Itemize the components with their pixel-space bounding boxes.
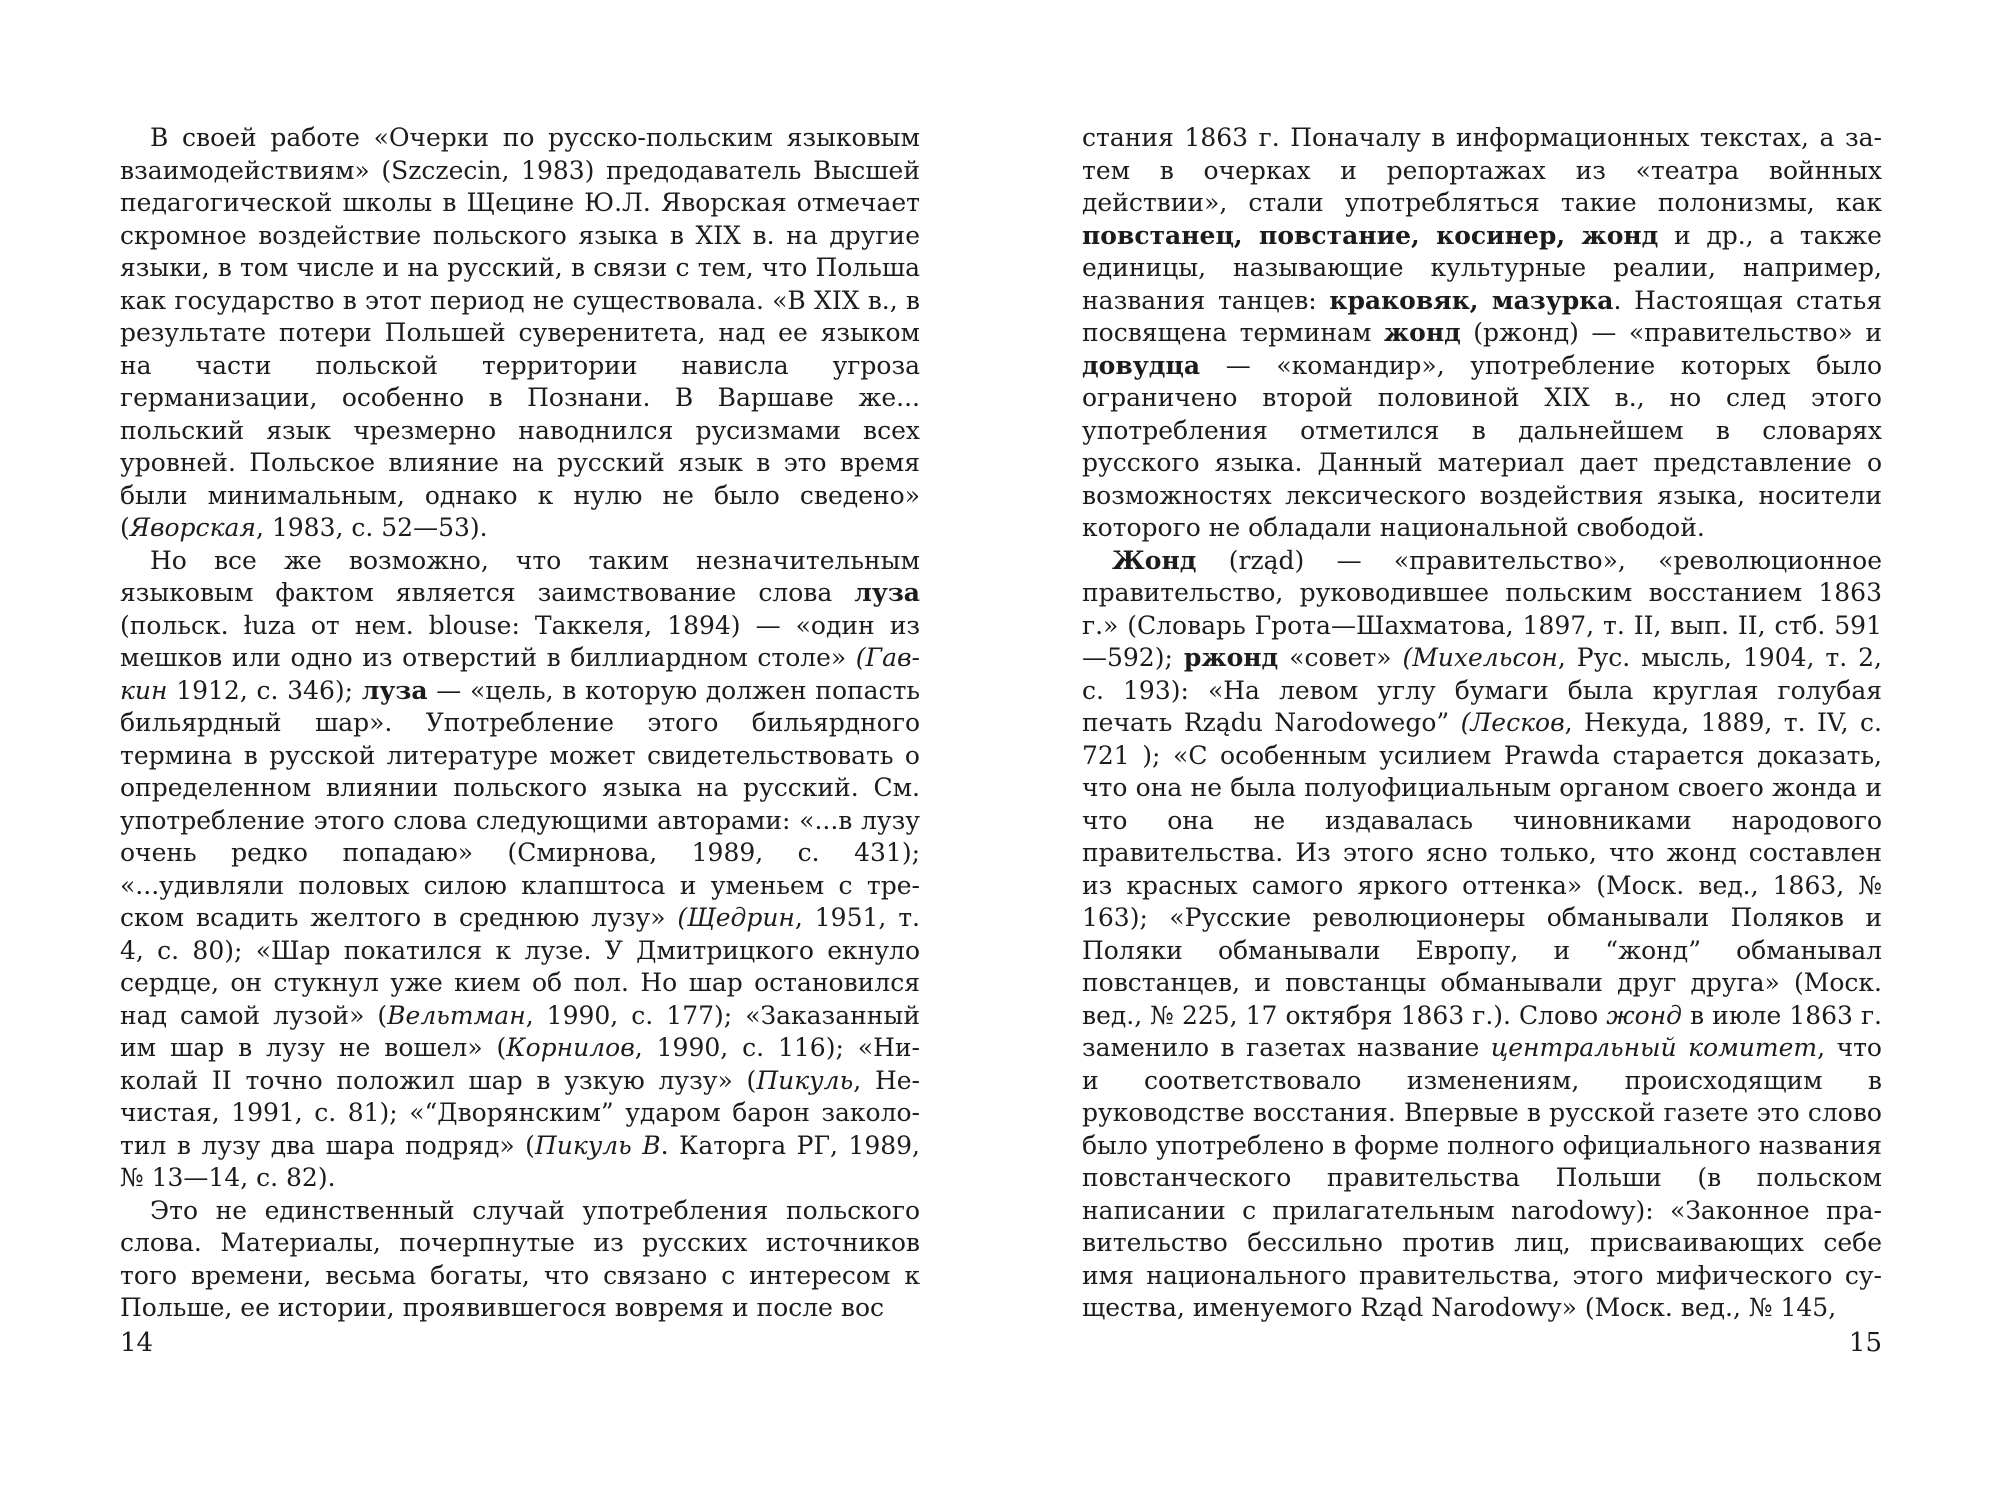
text-run: , Рус. мысль, 1904, т. 2, с. 193): «На левом углу бумаги была круглая голубая печать Rządu Narodowego” — [1082, 643, 1882, 737]
bold-term: луза — [361, 675, 428, 705]
paragraph — [1082, 545, 1882, 1325]
text-run: , Нечистая, 1991, с. 81); «“Дворянским” ударом барон заколотил в лузу два шара подряд» ( — [120, 1065, 920, 1160]
paragraph — [1082, 122, 1882, 545]
bold-term: довудца — [1082, 350, 1201, 380]
text-run: , 1983, с. 52—53). — [255, 513, 488, 542]
bold-term: повстанец, повстание, косинер, жонд — [1082, 220, 1659, 250]
italic-citation: (Михельсон — [1402, 643, 1558, 672]
text-run: , Некуда, 1889, т. IV, с. 721 ); «С особенным усилием Prawda старается доказать, что она не была полуофициальным органом своего жонда и что она не издавалась чиновниками народового правительства. Из этого ясно только, что жонд составлен из красных самого яркого оттенка» (Моск. вед., 1863, № 163); «Русские революционеры обманывали Поляков и Поляки обманывали Европу, и “жонд” обманывал повстанцев, и повстанцы обманывали друг друга» (Моск. вед., № 225, 17 октября 1863 г.). Слово — [1082, 708, 1882, 1030]
paragraph — [120, 122, 920, 545]
text-run: , 1951, т. 4, с. 80); «Шар покатился к лузе. У Дмитрицкого екнуло сердце, он стукнул уже кием об пол. Но шар остановился над самой лузой» ( — [120, 903, 920, 1030]
text-run: «совет» — [1278, 643, 1403, 672]
text-run: , 1990, с. 177); «Заказанный им шар в лузу не вошел» ( — [120, 1000, 920, 1062]
italic-citation: (Гавкин — [120, 643, 920, 705]
text-run: , что и соответствовало изменениям, происходящим в руководстве восстания. Впервые в русской газете это слово было употреблено в форме полного официального названия повстанческого правительства Польши (в польском написании с прилагательным narodowy): «Законное правительство бессильно против лиц, присваивающих себе имя национального правительства, этого мифического существа, именуемого Rząd Narodowy» (Моск. вед., № 145, — [1082, 1033, 1883, 1322]
text-run: Но все же возможно, что таким незначительным языковым фактом является заимствование слова — [120, 545, 920, 607]
italic-citation: Яворская — [129, 513, 256, 542]
bold-term: Жонд — [1112, 545, 1197, 575]
text-run: стания 1863 г. Поначалу в информационных текстах, а затем в очерках и репортажах из «театра войнных действии», стали употребляться такие полонизмы, как — [1082, 123, 1882, 217]
text-run: (польск. łuza от нем. blouse: Таккеля, 1894) — «один из мешков или одно из отверстий в биллиардном столе» — [120, 610, 920, 672]
text-run: (rząd) — «правительство», «революционное правительство, руководившее польским восстанием 1863 г.» (Словарь Грота—Шахматова, 1897, т. II, вып. II, стб. 591—592); — [1082, 545, 1882, 672]
italic-citation: Корнилов — [506, 1033, 635, 1062]
text-run: . Каторга РГ, 1989, № 13—14, с. 82). — [120, 1130, 920, 1192]
right-page-text — [1082, 122, 1882, 1325]
page-number: 14 — [120, 1328, 154, 1358]
italic-citation: центральный комитет — [1490, 1033, 1818, 1062]
left-page — [120, 122, 920, 1382]
bold-term: жонд — [1383, 318, 1461, 347]
text-run: . Настоящая статья посвящена терминам — [1082, 285, 1882, 347]
text-run: Это не единственный случай употребления польского слова. Материалы, почерпнутые из русских источников того времени, весьма богаты, что связано с интересом к Польше, ее истории, проявившегося вовремя и после вос — [120, 1195, 920, 1322]
italic-citation: (Щедрин — [677, 903, 795, 932]
text-run: 1912, с. 346); — [167, 675, 362, 705]
text-run: (ржонд) — «правительство» и — [1460, 318, 1883, 347]
text-run: , 1990, с. 116); «Николай II точно положил шар в узкую лузу» ( — [120, 1033, 920, 1095]
italic-citation: Пикуль — [756, 1065, 854, 1095]
text-run: В своей работе «Очерки по русско-польским языковым взаимодействиям» (Szczecin, 1983) предодаватель Высшей педагогической школы в Щецине Ю.Л. Яворская отмечает скромное воздействие польского языка в XIX в. на другие языки, в том числе и на русский, в связи с тем, что Польша как государство в этот период не существовала. «В XIX в., в результате потери Польшей суверенитета, над ее языком на части польской территории нависла угроза германизации, особенно в Познани. В Варшаве же... польский язык чрезмерно наводнился русизмами всех уровней. Польское влияние на русский язык в это время были минимальным, однако к нулю не было сведено» ( — [120, 123, 920, 542]
paragraph — [120, 1195, 920, 1325]
text-run: — «командир», употребление которых было ограничено второй половиной XIX в., но след этого употребления отметился в дальнейшем в словарях русского языка. Данный материал дает представление о возможностях лексического воздействия языка, носители которого не обладали национальной свободой. — [1082, 350, 1882, 542]
italic-citation: Пикуль В — [534, 1130, 661, 1160]
italic-citation: Вельтман — [387, 1000, 526, 1030]
page-number: 15 — [1848, 1328, 1882, 1358]
text-run: и др., а также единицы, называющие культурные реалии, например, названия танцев: — [1082, 220, 1882, 315]
paragraph — [120, 545, 920, 1195]
text-run: — «цель, в которую должен попасть бильярдный шар». Употребление этого бильярдного термина в русской литературе может свидетельствовать о определенном влиянии польского языка на русский. См. употребление этого слова следующими авторами: «...в лузу очень редко попадаю» (Смирнова, 1989, с. 431); «...удивляли половых силою клапштоса и уменьем с треском всадить желтого в среднюю лузу» — [120, 675, 921, 932]
bold-term: краковяк, мазурка — [1329, 285, 1614, 315]
text-run: в июле 1863 г. заменило в газетах название — [1082, 1000, 1882, 1062]
italic-citation: жонд — [1606, 1000, 1683, 1030]
left-page-text — [120, 122, 920, 1325]
right-page — [1082, 122, 1882, 1382]
bold-term: ржонд — [1183, 643, 1279, 672]
bold-term: луза — [854, 578, 920, 607]
italic-citation: (Лесков — [1460, 708, 1565, 737]
